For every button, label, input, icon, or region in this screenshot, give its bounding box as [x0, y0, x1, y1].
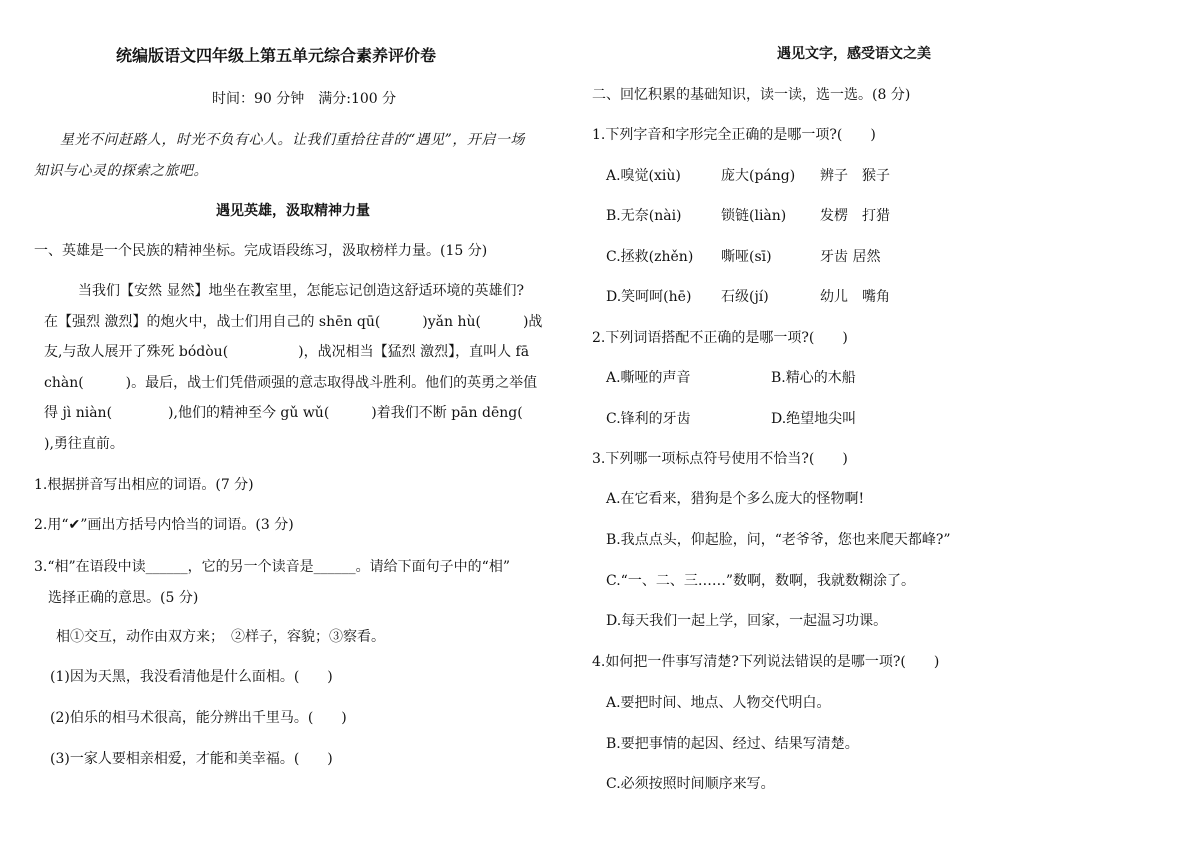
q1-option-c-2: 嘶哑(sī) [721, 249, 772, 265]
sentence-2: (2)伯乐的相马术很高，能分辨出千里马。( ) [50, 710, 347, 726]
mc-question-4: 4.如何把一件事写清楚?下列说法错误的是哪一项?( ) [592, 654, 940, 670]
q1-option-c-3: 牙齿 居然 [820, 249, 881, 265]
q3-option-a: A.在它看来，猎狗是个多么庞大的怪物啊! [606, 491, 865, 507]
q2-option-c: C.锋利的牙齿 [606, 411, 691, 427]
q1-option-b-3: 发楞 打猎 [820, 208, 890, 224]
passage-line-3: 友,与敌人展开了殊死 bódòu( )，战况相当【猛烈 激烈】，直叫人 fā [44, 344, 530, 360]
passage-line-4: chàn( )。最后，战士们凭借顽强的意志取得战斗胜利。他们的英勇之举值 [44, 375, 538, 391]
mc-question-2: 2.下列词语搭配不正确的是哪一项?( ) [592, 330, 848, 346]
q4-option-a: A.要把时间、地点、人物交代明白。 [606, 695, 831, 711]
passage-line-5: 得 jì niàn( ),他们的精神至今 gǔ wǔ( )着我们不断 pān dēng( [44, 405, 523, 421]
q3-option-d: D.每天我们一起上学，回家，一起温习功课。 [606, 613, 888, 629]
question-1-3-line-1: 3.“相”在语段中读______，它的另一个读音是______。请给下面句子中的“相” [34, 559, 510, 575]
question-1-2: 2.用“✔”画出方括号内恰当的词语。(3 分) [34, 517, 294, 533]
q1-option-b-1: B.无奈(nài) [606, 208, 682, 224]
q3-option-c: C.“一、二、三……”数啊，数啊，我就数糊涂了。 [606, 573, 915, 589]
question-1-header: 一、英雄是一个民族的精神坐标。完成语段练习，汲取榜样力量。(15 分) [34, 243, 488, 259]
sentence-1: (1)因为天黑，我没看清他是什么面相。( ) [50, 669, 333, 685]
mc-question-1: 1.下列字音和字形完全正确的是哪一项?( ) [592, 127, 876, 143]
q1-option-c-1: C.拯救(zhěn) [606, 249, 694, 265]
time-score-line: 时间：90 分钟 满分:100 分 [212, 91, 397, 107]
q1-option-b-2: 锁链(liàn) [721, 208, 787, 224]
q4-option-c: C.必须按照时间顺序来写。 [606, 776, 775, 792]
section-title-words: 遇见文字，感受语文之美 [777, 46, 931, 62]
q2-option-b: B.精心的木船 [771, 370, 856, 386]
question-1-3-line-2: 选择正确的意思。(5 分) [48, 590, 199, 606]
q3-option-b: B.我点点头，仰起脸，问，“老爷爷，您也来爬天都峰?” [606, 532, 951, 548]
exam-title: 统编版语文四年级上第五单元综合素养评价卷 [116, 46, 437, 65]
q1-option-d-3: 幼儿 嘴角 [820, 289, 890, 305]
character-meanings: 相①交互，动作由双方来； ②样子，容貌；③察看。 [56, 629, 385, 645]
intro-line-2: 知识与心灵的探索之旅吧。 [34, 163, 208, 179]
passage-line-1: 当我们【安然 显然】地坐在教室里，怎能忘记创造这舒适环境的英雄们? [78, 283, 524, 299]
q4-option-b: B.要把事情的起因、经过、结果写清楚。 [606, 736, 859, 752]
passage-line-2: 在【强烈 激烈】的炮火中，战士们用自己的 shēn qū( )yǎn hù( )战 [44, 314, 543, 330]
q1-option-a-1: A.嗅觉(xiù) [606, 168, 681, 184]
q2-option-d: D.绝望地尖叫 [771, 411, 857, 427]
sentence-3: (3)一家人要相亲相爱，才能和美幸福。( ) [50, 751, 333, 767]
q1-option-d-1: D.笑呵呵(hē) [606, 289, 692, 305]
passage-line-6: ),勇往直前。 [44, 436, 124, 452]
q2-option-a: A.嘶哑的声音 [606, 370, 691, 386]
question-2-header: 二、回忆积累的基础知识，读一读，选一选。(8 分) [592, 87, 911, 103]
mc-question-3: 3.下列哪一项标点符号使用不恰当?( ) [592, 451, 848, 467]
q1-option-a-3: 辨子 猴子 [820, 168, 890, 184]
q1-option-a-2: 庞大(páng) [721, 168, 796, 184]
question-1-1: 1.根据拼音写出相应的词语。(7 分) [34, 477, 254, 493]
q1-option-d-2: 石级(jí) [721, 289, 769, 305]
intro-line-1: 星光不问赶路人，时光不负有心人。让我们重拾往昔的“遇见”，开启一场 [60, 132, 525, 148]
section-title-heroes: 遇见英雄，汲取精神力量 [216, 203, 370, 219]
